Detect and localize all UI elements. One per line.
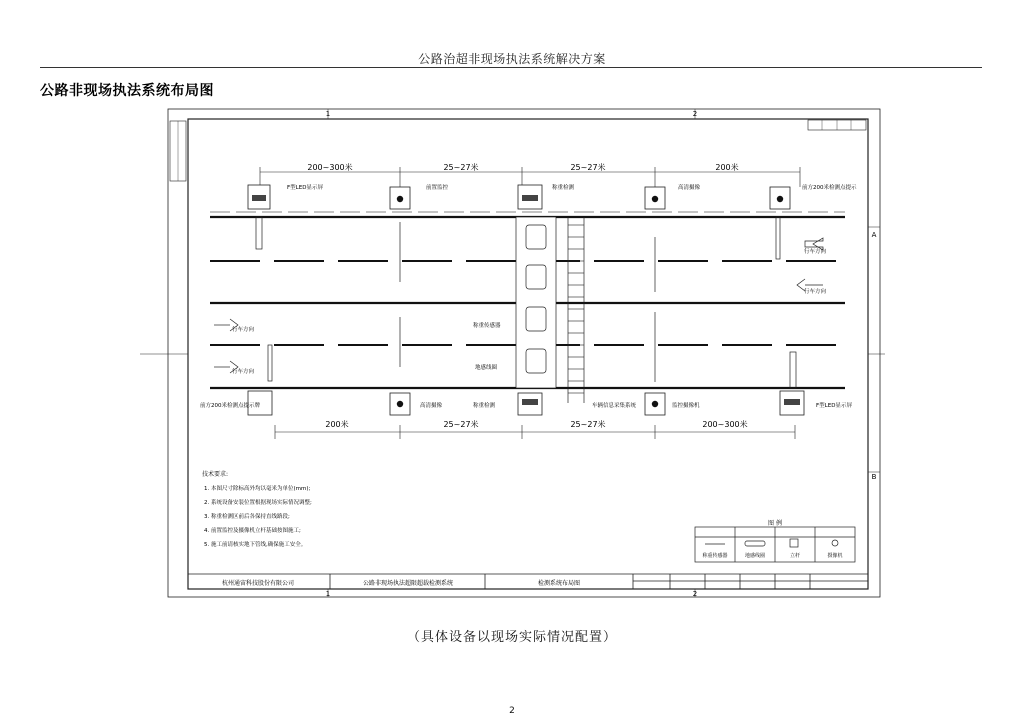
label-hd-camera-top: 高清摄像 [678,185,701,191]
dim-top-1: 200~300米 [307,163,353,172]
weigh-zone [516,217,584,403]
row-mark-a: A [871,231,877,239]
label-hd-camera-bottom: 高清摄像 [420,403,443,409]
label-led-bottom: F型LED显示屏 [816,403,852,409]
legend-item-3: 立杆 [789,553,801,559]
dim-top-2: 25~27米 [443,163,479,172]
page-number: 2 [509,706,515,716]
notes-title: 技术要求: [202,471,229,478]
col-mark-2-bottom: 2 [692,590,698,598]
layout-drawing [140,107,885,602]
col-mark-2: 2 [692,110,698,118]
label-front-monitor: 前置监控 [426,185,449,191]
label-ground-loop: 地感线圈 [475,365,498,371]
dim-bottom-2: 25~27米 [443,420,479,429]
note-1: 1. 本图尺寸除标高外均以毫米为单位(mm); [204,486,311,492]
title-block-project: 公路非现场执法超限超载检测系统 [362,580,454,587]
dim-top-4: 200米 [715,163,739,172]
note-4: 4. 前置监控及摄像机立杆基础按图施工; [204,528,301,534]
label-led-top: F型LED显示屏 [287,185,323,191]
label-weigh-bottom: 称重检测 [473,403,496,409]
dim-bottom-1: 200米 [325,420,349,429]
dim-bottom-3: 25~27米 [570,420,606,429]
lane-label-left-1: 行车方向 [232,327,255,333]
note-2: 2. 系统设备安装位置根据现场实际情况调整; [204,500,312,506]
legend-item-4: 摄像机 [827,553,843,559]
legend-item-2: 地感线圈 [744,553,766,559]
section-title: 公路非现场执法系统布局图 [40,83,214,99]
page-header: 公路治超非现场执法系统解决方案 [418,52,606,66]
label-monitor-camera: 监控摄像机 [672,403,700,409]
loop-ladder [568,225,584,393]
col-mark-1: 1 [325,110,331,118]
note-3: 3. 称重检测区前后各保持直线路段; [204,514,290,520]
legend-title: 图 例 [768,520,782,527]
label-notice-top: 前方200米检测点提示 [802,185,857,191]
title-block-drawing: 检测系统布局图 [537,580,581,587]
dim-top-3: 25~27米 [570,163,606,172]
lane-label-right-1: 行车方向 [804,249,827,255]
label-weigh-sensor: 称重传感器 [473,323,501,329]
lane-label-right-2: 行车方向 [804,289,827,295]
label-notice-bottom: 前方200米检测点提示牌 [200,403,260,409]
label-vehicle-info: 车辆信息采集系统 [592,403,637,409]
header-rule [40,67,982,68]
row-mark-b: B [871,473,877,481]
title-block-company: 杭州通宙科技股份有限公司 [221,580,295,587]
note-5: 5. 施工前请核实地下管线,确保施工安全。 [204,542,307,548]
col-mark-1-bottom: 1 [325,590,331,598]
label-weigh-top: 称重检测 [552,185,575,191]
dim-bottom-4: 200~300米 [702,420,748,429]
legend-item-1: 称重传感器 [702,553,728,559]
lane-label-left-2: 行车方向 [232,369,255,375]
caption: （具体设备以现场实际情况配置） [406,630,617,645]
